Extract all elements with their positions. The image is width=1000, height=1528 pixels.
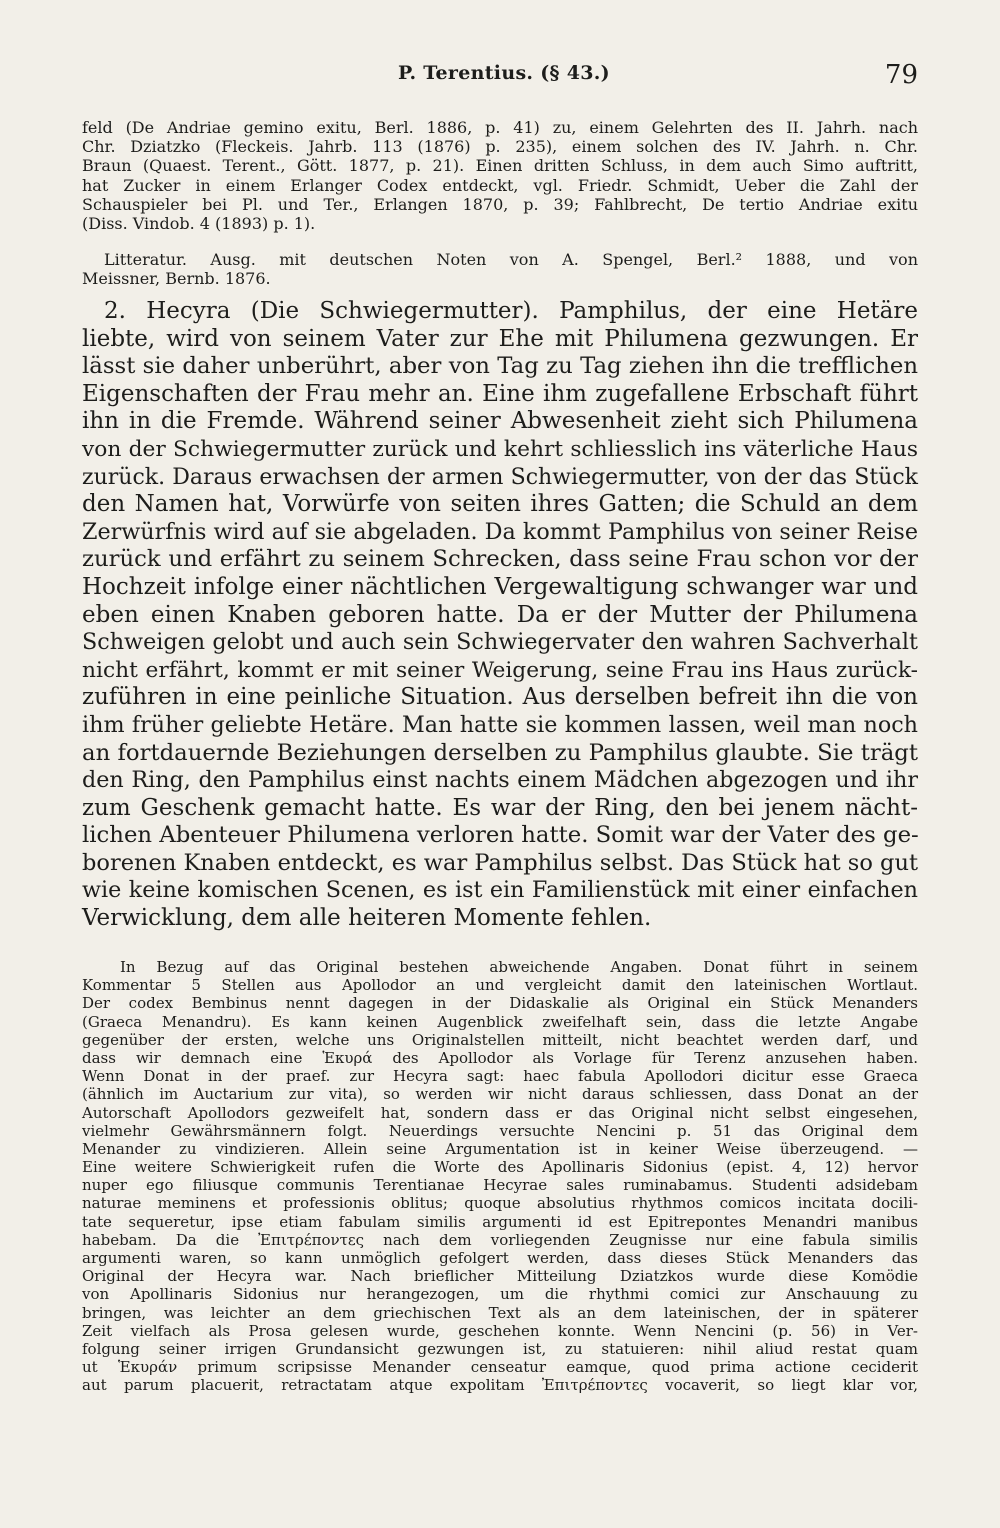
text-line: Kommentar 5 Stellen aus Apollodor an und vergleicht damit den lateinischen Wortlaut.	[82, 976, 918, 995]
text-line: wie keine komischen Scenen, es ist ein Familienstück mit einer einfachen	[82, 877, 918, 904]
text-line: Autorschaft Apollodors gezweifelt hat, sondern dass er das Original nicht selbst eingesehen,	[82, 1103, 918, 1122]
litteratur-paragraph	[82, 250, 918, 288]
text-line: zuführen in eine peinliche Situation. Aus derselben befreit ihn die von	[82, 684, 918, 711]
text-line: vielmehr Gewährsmännern folgt. Neuerdings versuchte Nencini p. 51 das Original dem	[82, 1121, 918, 1140]
text-line: Hochzeit infolge einer nächtlichen Vergewaltigung schwanger war und	[82, 573, 918, 600]
text-line: Eine weitere Schwierigkeit rufen die Worte des Apollinaris Sidonius (epist. 4, 12) hervor	[82, 1158, 918, 1177]
text-line: feld (De Andriae gemino exitu, Berl. 1886, p. 41) zu, einem Gelehrten des II. Jahrh. nach	[82, 118, 918, 137]
text-line: Zeit vielfach als Prosa gelesen wurde, geschehen konnte. Wenn Nencini (p. 56) in Ver-	[82, 1321, 918, 1340]
text-line: von Apollinaris Sidonius nur herangezogen, um die rhythmi comici zur Anschauung zu	[82, 1285, 918, 1304]
text-line: eben einen Knaben geboren hatte. Da er der Mutter der Philumena	[82, 601, 918, 628]
text-line: zurück. Daraus erwachsen der armen Schwiegermutter, von der das Stück	[82, 464, 918, 490]
text-line: Wenn Donat in der praef. zur Hecyra sagt: haec fabula Apollodori dicitur esse Graeca	[82, 1067, 918, 1086]
text-line: zurück und erfährt zu seinem Schrecken, dass seine Frau schon vor der	[82, 546, 918, 573]
text-line: Zerwürfnis wird auf sie abgeladen. Da kommt Pamphilus von seiner Reise	[82, 518, 918, 545]
text-line: Original der Hecyra war. Nach brieflicher Mitteilung Dziatzkos wurde diese Komödie	[82, 1267, 918, 1286]
running-title: P. Terentius. (§ 43.)	[398, 62, 610, 84]
text-line: Meissner, Bernb. 1876.	[82, 269, 271, 289]
text-line: zum Geschenk gemacht hatte. Es war der Ring, den bei jenem nächt-	[82, 794, 918, 821]
text-line: aut parum placuerit, retractatam atque expolitam Ἐπιτρέποντες vocaverit, so liegt klar vor,	[82, 1376, 918, 1395]
text-line: Braun (Quaest. Terent., Gött. 1877, p. 21). Einen dritten Schluss, in dem auch Simo auftritt,	[82, 156, 918, 176]
text-line: gegenüber der ersten, welche uns Originalstellen mitteilt, nicht beachtet werden darf, und	[82, 1030, 918, 1049]
text-line: ihm früher geliebte Hetäre. Man hatte sie kommen lassen, weil man noch	[82, 711, 918, 738]
text-line: nicht erfährt, kommt er mit seiner Weigerung, seine Frau ins Haus zurück-	[82, 657, 918, 683]
text-line: lichen Abenteuer Philumena verloren hatte. Somit war der Vater des ge-	[82, 822, 919, 849]
text-line: tate sequeretur, ipse etiam fabulam similis argumenti id est Epitrepontes Menandri manibus	[82, 1212, 918, 1231]
text-line: 2. Hecyra (Die Schwiegermutter). Pamphilus, der eine Hetäre	[104, 298, 918, 324]
text-line: In Bezug auf das Original bestehen abweichende Angaben. Donat führt in seinem	[120, 958, 918, 976]
text-line: liebte, wird von seinem Vater zur Ehe mit Philumena gezwungen. Er	[82, 325, 918, 352]
text-line: (Diss. Vindob. 4 (1893) p. 1).	[82, 213, 316, 233]
intro-paragraph	[82, 118, 918, 233]
text-line: Verwicklung, dem alle heiteren Momente fehlen.	[82, 905, 652, 932]
text-line: (ähnlich im Auctarium zur vita), so werden wir nicht daraus schliessen, dass Donat an der	[82, 1085, 918, 1104]
text-line: den Ring, den Pamphilus einst nachts einem Mädchen abgezogen und ihr	[82, 767, 918, 794]
text-line: (Graeca Menandru). Es kann keinen Augenblick zweifelhaft sein, dass die letzte Angabe	[82, 1012, 918, 1031]
text-line: Schauspieler bei Pl. und Ter., Erlangen 1870, p. 39; Fahlbrecht, De tertio Andriae exitu	[82, 194, 918, 214]
main-paragraph	[82, 298, 918, 933]
text-line: folgung seiner irrigen Grundansicht gezwungen ist, zu statuieren: nihil aliud restat quam	[82, 1339, 918, 1358]
text-line: lässt sie daher unberührt, aber von Tag zu Tag ziehen ihn die trefflichen	[82, 353, 918, 380]
text-line: argumenti waren, so kann unmöglich gefolgert werden, dass dieses Stück Menanders das	[82, 1249, 918, 1267]
text-line: von der Schwiegermutter zurück und kehrt schliesslich ins väterliche Haus	[82, 436, 918, 462]
text-line: Schweigen gelobt und auch sein Schwiegervater den wahren Sachverhalt	[82, 629, 918, 656]
text-line: an fortdauernde Beziehungen derselben zu Pamphilus glaubte. Sie trägt	[82, 739, 918, 766]
text-line: Eigenschaften der Frau mehr an. Eine ihm zugefallene Erbschaft führt	[82, 380, 918, 407]
text-line: nuper ego filiusque communis Terentianae Hecyrae sales ruminabamus. Studenti adsidebam	[82, 1176, 918, 1195]
text-line: bringen, was leichter an dem griechischen Text als an dem lateinischen, der in späterer	[82, 1303, 918, 1322]
text-line: Menander zu vindizieren. Allein seine Argumentation ist in keiner Weise überzeugend. —	[82, 1139, 918, 1158]
page-number: 79	[884, 60, 918, 90]
text-line: Chr. Dziatzko (Fleckeis. Jahrb. 113 (1876) p. 235), einem solchen des IV. Jahrh. n. Chr.	[82, 137, 918, 157]
text-line: Der codex Bembinus nennt dagegen in der Didaskalie als Original ein Stück Menanders	[82, 994, 918, 1013]
text-line: borenen Knaben entdeckt, es war Pamphilus selbst. Das Stück hat so gut	[82, 849, 918, 876]
footnote-paragraph	[82, 958, 918, 1395]
page-header	[82, 62, 918, 98]
text-line: Litteratur. Ausg. mit deutschen Noten von A. Spengel, Berl.² 1888, und von	[104, 250, 918, 269]
text-line: den Namen hat, Vorwürfe von seiten ihres Gatten; die Schuld an dem	[82, 491, 918, 518]
text-line: ihn in die Fremde. Während seiner Abwesenheit zieht sich Philumena	[82, 408, 918, 435]
text-line: hat Zucker in einem Erlanger Codex entdeckt, vgl. Friedr. Schmidt, Ueber die Zahl der	[82, 175, 918, 195]
text-line: dass wir demnach eine Ἑκυρά des Apollodor als Vorlage für Terenz anzusehen haben.	[82, 1048, 918, 1067]
text-line: habebam. Da die Ἐπιτρέποντες nach dem vorliegenden Zeugnisse nur eine fabula similis	[82, 1230, 918, 1249]
text-line: ut Ἑκυράν primum scripsisse Menander censeatur eamque, quod prima actione ceciderit	[82, 1358, 918, 1377]
text-line: naturae meminens et professionis oblitus; quoque absolutius rhythmos comicos incitata docili-	[82, 1194, 918, 1213]
